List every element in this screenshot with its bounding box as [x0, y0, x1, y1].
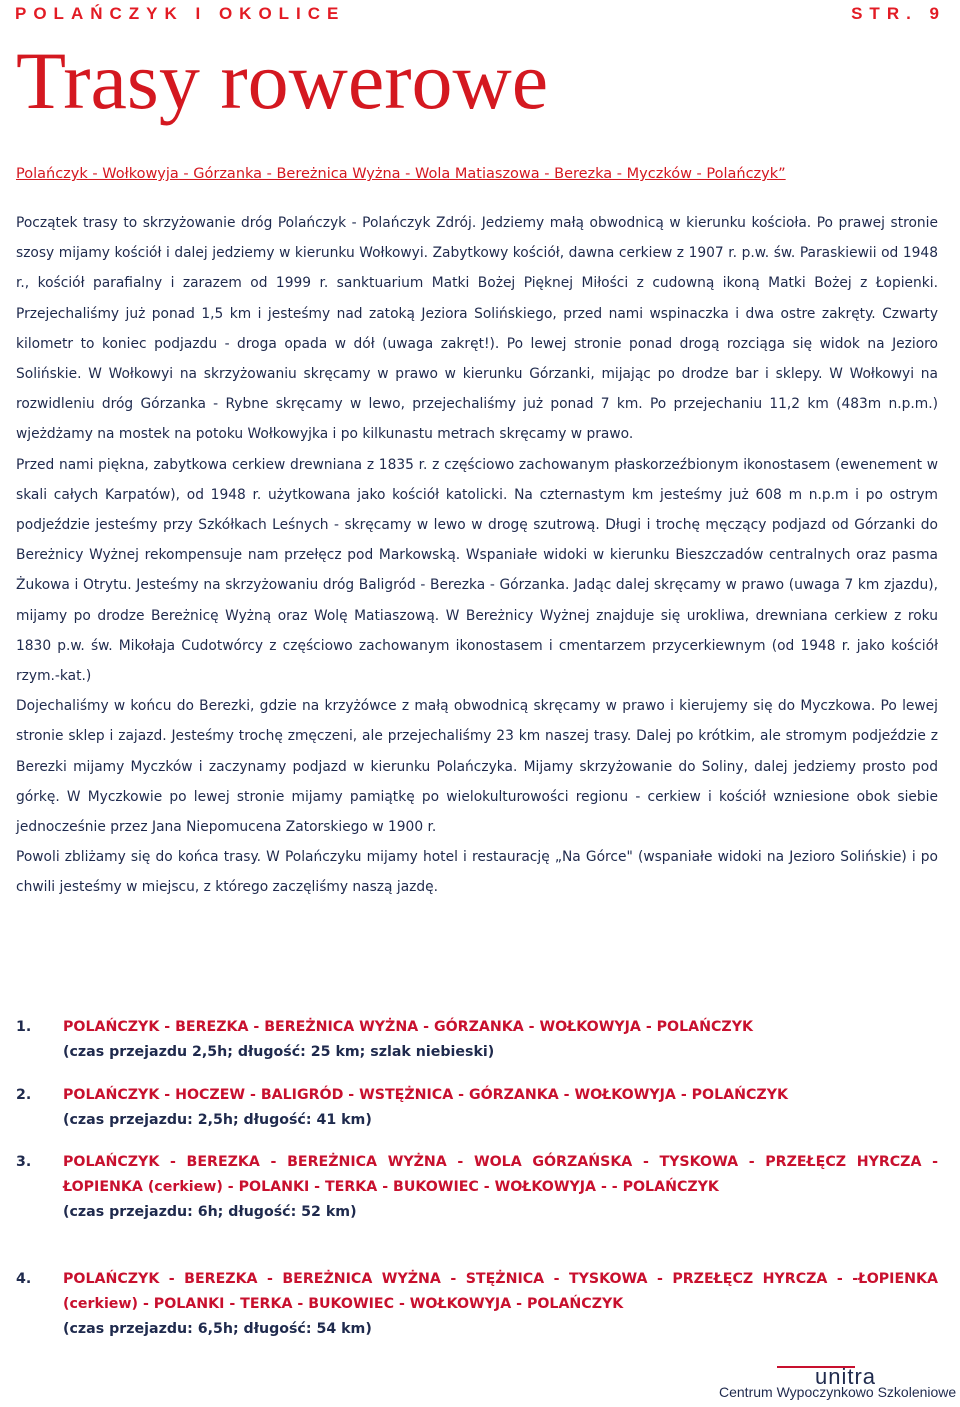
- page-title: Trasy rowerowe: [16, 35, 549, 126]
- route-number: 4.: [16, 1271, 32, 1287]
- route-item: [16, 1267, 938, 1342]
- logo-brand: unitra: [815, 1364, 877, 1389]
- header-section-title: POLAŃCZYK I OKOLICE: [15, 4, 346, 23]
- route-item: [16, 1150, 938, 1225]
- route-details: (czas przejazdu 2,5h; długość: 25 km; szlak niebieski): [63, 1044, 495, 1060]
- paragraph: Powoli zbliżamy się do końca trasy. W Polańczyku mijamy hotel i restaurację „Na Górce" (wspaniałe widoki na Jezioro Solińskie) i po chwili jesteśmy w miejscu, z którego zaczęliśmy naszą jazdę.: [16, 849, 938, 896]
- route-item: [16, 1083, 938, 1133]
- route-names: POLAŃCZYK - BEREZKA - BEREŻNICA WYŻNA - STĘŻNICA - TYSKOWA - PRZEŁĘCZ HYRCZA - -ŁOPIENKA (cerkiew) - POLANKI - TERKA - BUKOWIEC - WOŁKOWYJA - POLAŃCZYK: [63, 1271, 938, 1312]
- paragraph: Początek trasy to skrzyżowanie dróg Polańczyk - Polańczyk Zdrój. Jedziemy małą obwodnicą w kierunku kościoła. Po prawej stronie szosy mijamy kościół i dalej jedziemy w kierunku Wołkowyi. Zabytkowy kościół, dawna cerkiew z 1907 r. p.w. św. Paraskiewii od 1948 r., kościół parafialny i zarazem od 1999 r. sanktuarium Matki Bożej Pięknej Miłości z cudowną ikoną Matki Bożej z Łopienki. Przejechaliśmy już ponad 1,5 km i jesteśmy nad zatoką Jeziora Solińskiego, przed nami wspinaczka i dwa ostre zakręty. Czwarty kilometr to koniec podjazdu - droga opada w dół (uwaga zakręt!). Po lewej stronie ponad drogą rozciąga się widok na Jezioro Solińskie. W Wołkowyi na skrzyżowaniu skręcamy w prawo w kierunku Górzanki, mijając po drodze bar i sklepy. W Wołkowyi na rozwidleniu dróg Górzanka - Rybne skręcamy w lewo, przejechaliśmy już ponad 7 km. Po przejechaniu 11,2 km (483m n.p.m.) wjeżdżamy na mostek na potoku Wołkowyjka i po kilkunastu metrach skręcamy w prawo.: [16, 215, 938, 443]
- route-names: POLAŃCZYK - BEREZKA - BEREŻNICA WYŻNA - GÓRZANKA - WOŁKOWYJA - POLAŃCZYK: [63, 1019, 753, 1035]
- paragraph: Dojechaliśmy w końcu do Berezki, gdzie na krzyżówce z małą obwodnicą skręcamy w prawo i kierujemy się do Myczkowa. Po lewej stronie sklep i zajazd. Jesteśmy trochę zmęczeni, ale przejechaliśmy 23 km naszej trasy. Dalej po krótkim, ale stromym podjeździe z Berezki mijamy Myczków i zaczynamy podjazd w kierunku Polańczyka. Mijamy skrzyżowanie do Soliny, dalej jedziemy prosto pod górkę. W Myczkowie po lewej stronie mijamy pamiątkę po wielokulturowości regionu - cerkiew i kościół wzniesione obok siebie jednocześnie przez Jana Niepomucena Zatorskiego w 1900 r.: [16, 698, 938, 836]
- page-number: STR. 9: [851, 4, 946, 23]
- route-number: 1.: [16, 1019, 32, 1035]
- logo-subtitle: Centrum Wypoczynkowo Szkoleniowe: [719, 1384, 957, 1400]
- route-number: 2.: [16, 1087, 32, 1103]
- route-details: (czas przejazdu: 6,5h; długość: 54 km): [63, 1321, 372, 1337]
- route-summary-link[interactable]: Polańczyk - Wołkowyja - Górzanka - Bereżnica Wyżna - Wola Matiaszowa - Berezka - Myczków - Polańczyk”: [16, 166, 786, 182]
- article-body: [16, 208, 938, 903]
- page-header: [15, 4, 946, 24]
- route-item: [16, 1015, 938, 1065]
- route-details: (czas przejazdu: 2,5h; długość: 41 km): [63, 1112, 372, 1128]
- route-names: POLAŃCZYK - HOCZEW - BALIGRÓD - WSTĘŻNICA - GÓRZANKA - WOŁKOWYJA - POLAŃCZYK: [63, 1087, 788, 1103]
- route-details: (czas przejazdu: 6h; długość: 52 km): [63, 1204, 357, 1220]
- route-number: 3.: [16, 1154, 32, 1170]
- paragraph: Przed nami piękna, zabytkowa cerkiew drewniana z 1835 r. z częściowo zachowanym płaskorzeźbionym ikonostasem (ewenement w skali całych Karpatów), od 1948 r. użytkowana jako kościół katolicki. Na czternastym km jesteśmy już 608 m n.p.m i po ostrym podjeździe jesteśmy przy Szkółkach Leśnych - skręcamy w lewo w drogę szutrową. Długi i trochę męczący podjazd od Górzanki do Bereżnicy Wyżnej rekompensuje nam przełęcz pod Markowską. Wspaniałe widoki w kierunku Bieszczadów centralnych oraz pasma Żukowa i Otrytu. Jesteśmy na skrzyżowaniu dróg Baligród - Berezka - Górzanka. Jadąc dalej skręcamy w prawo (uwaga 7 km zjazdu), mijamy po drodze Bereżnicę Wyżną oraz Wolę Matiaszową. W Bereżnicy Wyżnej znajduje się urokliwa, drewniana cerkiew z roku 1830 p.w. św. Mikołaja Cudotwórcy z częściowo zachowanym ikonostasem i cmentarzem przycerkiewnym (od 1948 r. jako kościół rzym.-kat.): [16, 456, 938, 685]
- route-names: POLAŃCZYK - BEREZKA - BEREŻNICA WYŻNA - WOLA GÓRZAŃSKA - TYSKOWA - PRZEŁĘCZ HYRCZA - ŁOPIENKA (cerkiew) - POLANKI - TERKA - BUKOWIEC - WOŁKOWYJA - - POLAŃCZYK: [63, 1154, 938, 1195]
- unitra-logo: [719, 1360, 957, 1402]
